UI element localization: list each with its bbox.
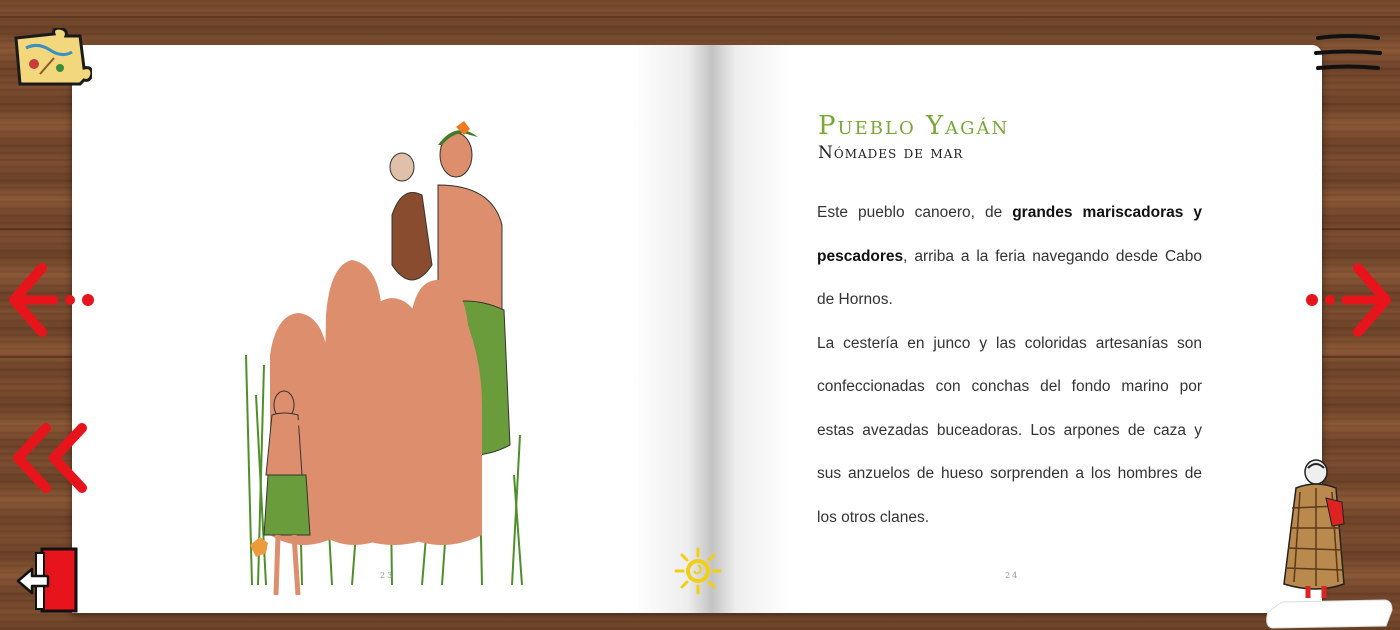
paragraph-1-intro: Este pueblo canoero, de — [817, 204, 1013, 221]
sun-icon — [672, 545, 724, 597]
hamburger-menu-icon[interactable] — [1314, 32, 1382, 74]
paragraph-1 — [817, 191, 1202, 322]
paragraph-1-bold: grandes mariscadoras y pescadores — [817, 204, 1202, 265]
story-text — [817, 191, 1202, 539]
wood-grain-line — [0, 16, 1400, 18]
arrow-left-icon[interactable] — [8, 262, 100, 338]
arrow-right-icon[interactable] — [1300, 262, 1392, 338]
paragraph-2: La cestería en junco y las coloridas artesanías son confeccionadas con conchas del fondo marino por estas avezadas buceadoras. Los arpones de caza y sus anzuelos de hueso sorprenden a los hombres de los otros clanes. — [817, 334, 1202, 526]
puzzle-icon[interactable] — [10, 28, 92, 86]
bottom-tab[interactable] — [1262, 598, 1394, 630]
page-subtitle: Nómades de mar — [818, 143, 964, 163]
open-book — [72, 45, 1322, 613]
page-title: Pueblo Yagán — [818, 111, 1010, 141]
page-number-left: 23 — [380, 571, 395, 580]
exit-door-icon[interactable] — [14, 545, 82, 615]
paragraph-1-rest: , arriba a la feria navegando desde Cabo de Hornos. — [817, 247, 1202, 308]
page-number-right: 24 — [1005, 571, 1020, 580]
native-character-icon[interactable] — [1278, 458, 1350, 600]
double-chevron-left-icon[interactable] — [10, 420, 92, 496]
book-spine-shadow — [632, 45, 792, 613]
yagan-family-illustration — [242, 115, 542, 615]
